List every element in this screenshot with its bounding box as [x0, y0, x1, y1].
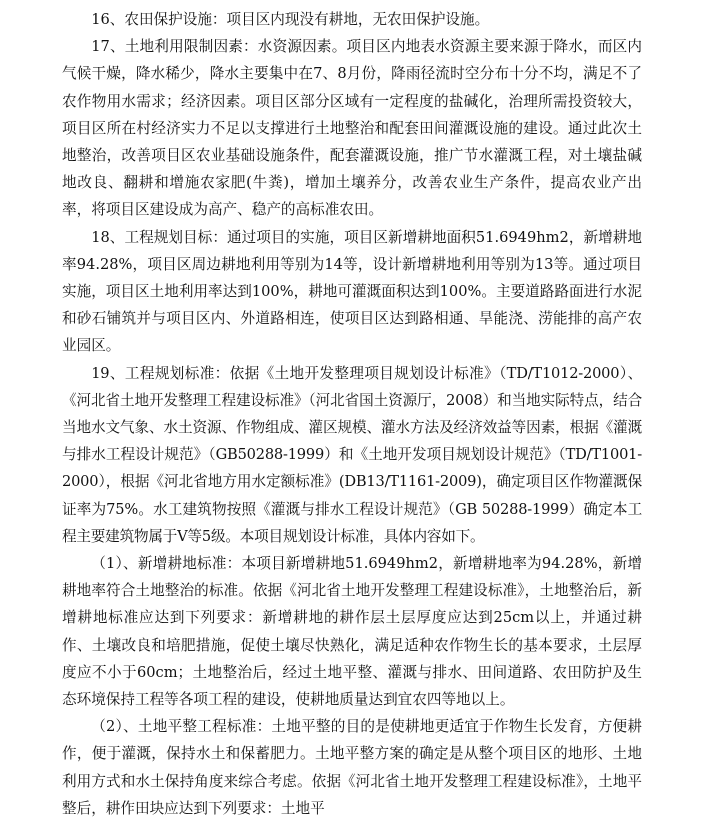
paragraph-new-farmland-standard: （1）、新增耕地标准：本项目新增耕地51.6949hm2，新增耕地率为94.28%，新增耕地率符合土地整治的标准。依据《河北省土地开发整理工程建设标准》，土地整治后，新增耕地标准应达到下列要求：新增耕地的耕作层土层厚度应达到25cm以上，并通过耕作、土壤改良和培肥措施，促使土壤尽快熟化，满足适种农作物生长的基本要求，土层厚度应不小于60cm；土地整治后，经过土地平整、灌溉与排水、田间道路、农田防护及生态环境保持工程等各项工程的建设，使耕地质量达到宜农四等地以上。	[62, 555, 642, 709]
paragraph-19-planning-standards: 19、工程规划标准：依据《土地开发整理项目规划设计标准》（TD/T1012-2000）、《河北省土地开发整理工程建设标准》（河北省国土资源厅，2008）和当地实际特点，结合当地水文气象、水土资源、作物组成、灌区规模、灌水方法及经济效益等因素，根据《灌溉与排水工程设计规范》（GB50288-1999）和《土地开发项目规划设计规范》（TD/T1001-2000），根据《河北省地方用水定额标准》(DB13/T1161-2009)，确定项目区作物灌溉保证率为75%。水工建筑物按照《灌溉与排水工程设计规范》（GB 50288-1999）确定本工程主要建筑物属于Ⅴ等5级。本项目规划设计标准，具体内容如下。	[62, 364, 642, 545]
paragraph-land-leveling-standard: （2）、土地平整工程标准：土地平整的目的是使耕地更适宜于作物生长发育，方便耕作，便于灌溉，保持水土和保蓄肥力。土地平整方案的确定是从整个项目区的地形、土地利用方式和水土保持角度来综合考虑。依据《河北省土地开发整理工程建设标准》，土地平整后，耕作田块应达到下列要求：土地平	[62, 718, 642, 817]
document-page	[62, 6, 642, 822]
paragraph-18-planning-goals: 18、工程规划目标：通过项目的实施，项目区新增耕地面积51.6949hm2，新增耕地率94.28%，项目区周边耕地利用等别为14等，设计新增耕地利用等别为13等。通过项目实施，项目区土地利用率达到100%，耕地可灌溉面积达到100%。主要道路路面进行水泥和砂石铺筑并与项目区内、外道路相连，使项目区达到路相通、旱能浇、涝能排的高产农业园区。	[62, 228, 642, 355]
paragraph-16-farmland-protection: 16、农田保护设施：项目区内现没有耕地，无农田保护设施。	[91, 11, 490, 28]
paragraph-17-land-use-limits: 17、土地利用限制因素：水资源因素。项目区内地表水资源主要来源于降水，而区内气候干燥，降水稀少，降水主要集中在7、8月份，降雨径流时空分布十分不均，满足不了农作物用水需求；经济因素。项目区部分区域有一定程度的盐碱化，治理所需投资较大，项目区所在村经济实力不足以支撑进行土地整治和配套田间灌溉设施的建设。通过此次土地整治，改善项目区农业基础设施条件，配套灌溉设施，推广节水灌溉工程，对土壤盐碱地改良、翻耕和增施农家肥(牛粪)，增加土壤养分，改善农业生产条件，提高农业产出率，将项目区建设成为高产、稳产的高标准农田。	[62, 38, 642, 219]
